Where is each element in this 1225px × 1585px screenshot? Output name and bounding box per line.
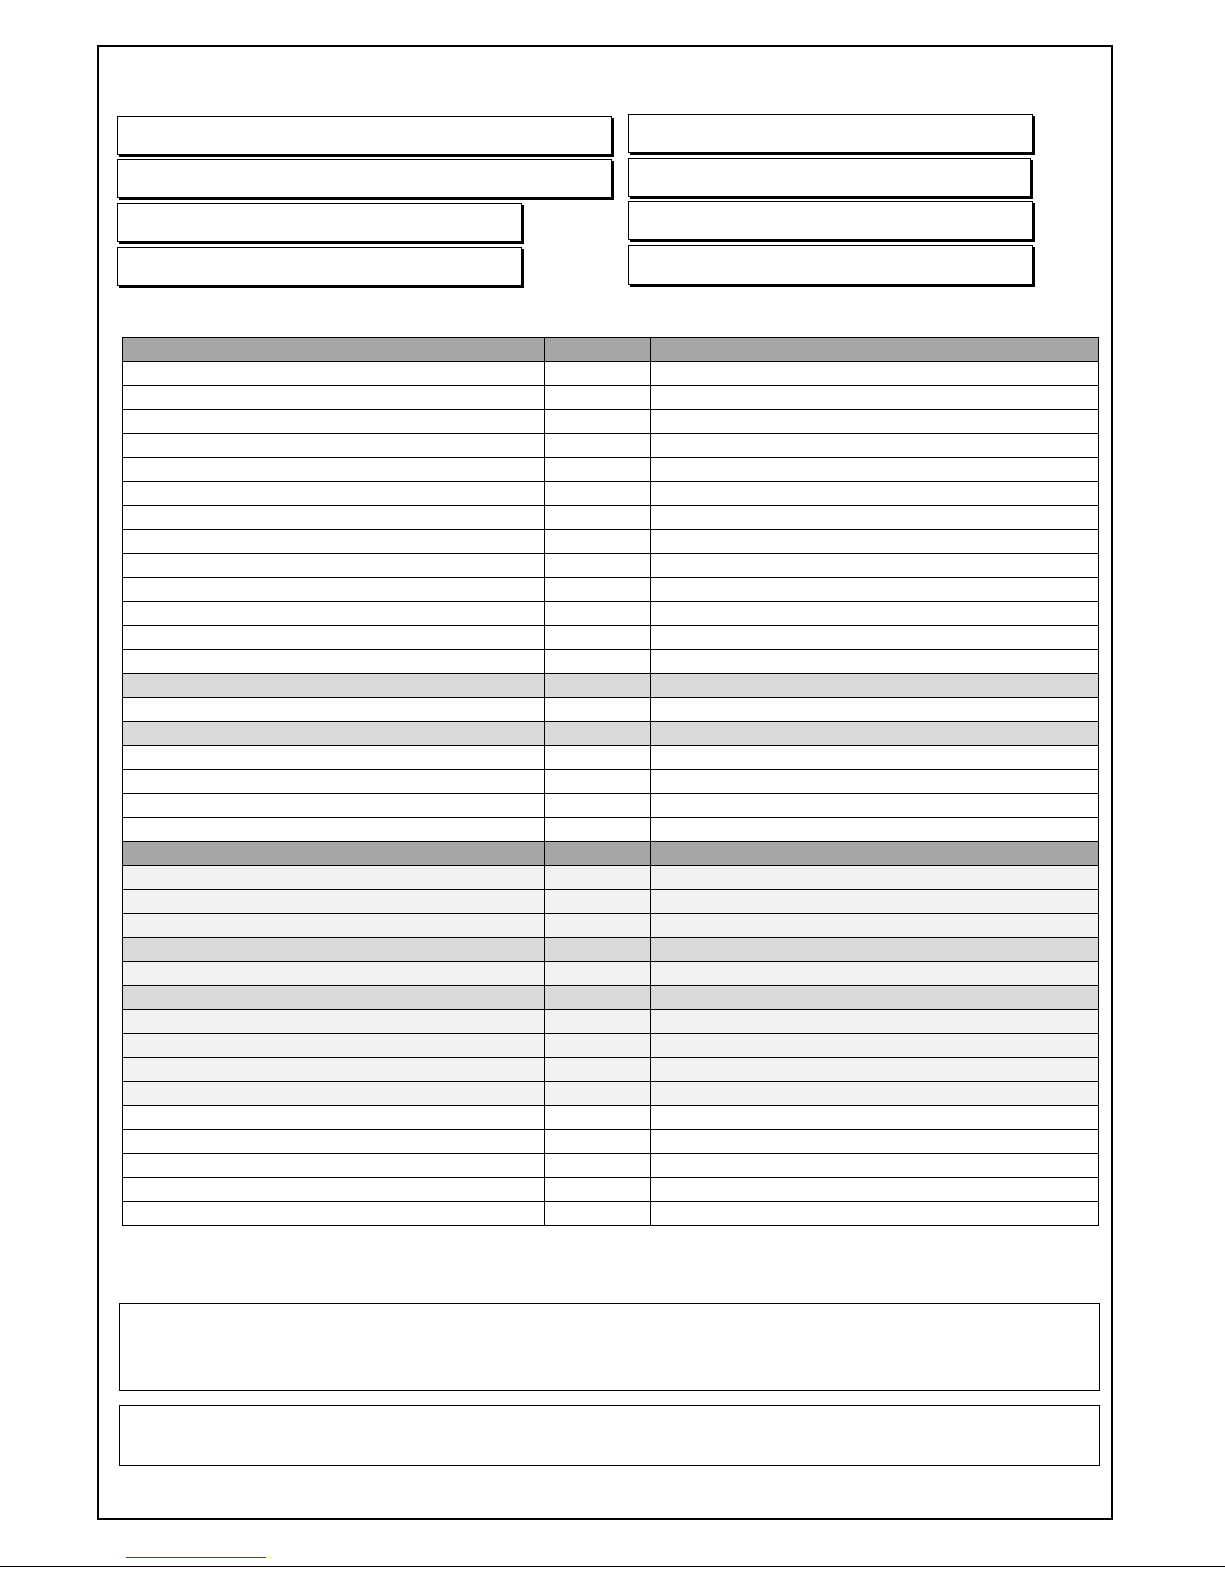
table-cell[interactable]: [123, 482, 545, 506]
header-field-right-4[interactable]: [628, 245, 1033, 285]
table-cell[interactable]: [651, 1202, 1099, 1226]
table-cell[interactable]: [545, 914, 651, 938]
header-field-right-3[interactable]: [628, 201, 1033, 240]
table-subheader-row: [123, 674, 1099, 698]
table-cell[interactable]: [123, 962, 545, 986]
table-row: [123, 626, 1099, 650]
table-cell[interactable]: [545, 866, 651, 890]
table-cell[interactable]: [545, 770, 651, 794]
table-cell[interactable]: [545, 1154, 651, 1178]
table-cell[interactable]: [123, 602, 545, 626]
table-cell[interactable]: [651, 1034, 1099, 1058]
table-cell[interactable]: [123, 626, 545, 650]
table-cell[interactable]: [545, 938, 651, 962]
table-cell[interactable]: [545, 962, 651, 986]
table-cell[interactable]: [651, 530, 1099, 554]
table-cell[interactable]: [545, 482, 651, 506]
table-row: [123, 1058, 1099, 1082]
table-cell[interactable]: [123, 842, 545, 866]
table-cell[interactable]: [651, 458, 1099, 482]
table-cell[interactable]: [651, 1178, 1099, 1202]
table-cell[interactable]: [651, 362, 1099, 386]
table-cell[interactable]: [123, 1178, 545, 1202]
table-row: [123, 962, 1099, 986]
table-cell[interactable]: [123, 794, 545, 818]
table-cell[interactable]: [545, 1130, 651, 1154]
table-cell[interactable]: [651, 578, 1099, 602]
table-cell[interactable]: [123, 338, 545, 362]
table-row: [123, 530, 1099, 554]
table-row: [123, 578, 1099, 602]
table-cell[interactable]: [123, 818, 545, 842]
table-cell[interactable]: [651, 410, 1099, 434]
table-cell[interactable]: [545, 722, 651, 746]
table-cell[interactable]: [651, 866, 1099, 890]
table-row: [123, 866, 1099, 890]
table-cell[interactable]: [545, 578, 651, 602]
table-cell[interactable]: [123, 746, 545, 770]
table-cell[interactable]: [651, 338, 1099, 362]
table-row: [123, 1034, 1099, 1058]
data-table: [122, 337, 1099, 1226]
table-row: [123, 434, 1099, 458]
footer-link-underline[interactable]: [126, 1557, 266, 1558]
table-cell[interactable]: [651, 746, 1099, 770]
table-cell[interactable]: [651, 386, 1099, 410]
table-cell[interactable]: [651, 722, 1099, 746]
table-cell[interactable]: [651, 1106, 1099, 1130]
table-row: [123, 1082, 1099, 1106]
notes-box-upper[interactable]: [119, 1303, 1100, 1391]
header-field-left-3[interactable]: [117, 203, 522, 242]
table-row: [123, 482, 1099, 506]
footer-rule: [0, 1566, 1225, 1567]
table-row: [123, 410, 1099, 434]
table-cell[interactable]: [123, 722, 545, 746]
table-cell[interactable]: [545, 1178, 651, 1202]
table-cell[interactable]: [651, 674, 1099, 698]
table-cell[interactable]: [123, 434, 545, 458]
header-field-right-2[interactable]: [628, 158, 1031, 197]
table-cell[interactable]: [651, 770, 1099, 794]
table-row: [123, 794, 1099, 818]
table-cell[interactable]: [651, 698, 1099, 722]
table-cell[interactable]: [545, 434, 651, 458]
table-cell[interactable]: [123, 698, 545, 722]
table-cell[interactable]: [651, 890, 1099, 914]
table-cell[interactable]: [545, 410, 651, 434]
table-row: [123, 746, 1099, 770]
table-row: [123, 650, 1099, 674]
table-cell[interactable]: [123, 1106, 545, 1130]
table-cell[interactable]: [123, 1154, 545, 1178]
table-row: [123, 914, 1099, 938]
table-cell[interactable]: [123, 650, 545, 674]
table-cell[interactable]: [651, 818, 1099, 842]
table-cell[interactable]: [123, 506, 545, 530]
table-row: [123, 1130, 1099, 1154]
table-row: [123, 1154, 1099, 1178]
table-cell[interactable]: [545, 338, 651, 362]
table-cell[interactable]: [545, 842, 651, 866]
table-cell[interactable]: [651, 1154, 1099, 1178]
table-cell[interactable]: [651, 1082, 1099, 1106]
table-row: [123, 602, 1099, 626]
table-cell[interactable]: [123, 1010, 545, 1034]
table-header-row: [123, 842, 1099, 866]
table-cell[interactable]: [651, 842, 1099, 866]
data-table-body: [123, 338, 1099, 1226]
table-row: [123, 770, 1099, 794]
table-cell[interactable]: [545, 1010, 651, 1034]
table-row: [123, 1202, 1099, 1226]
table-cell[interactable]: [123, 1130, 545, 1154]
table-cell[interactable]: [123, 410, 545, 434]
table-cell[interactable]: [651, 1058, 1099, 1082]
table-row: [123, 458, 1099, 482]
table-subheader-row: [123, 938, 1099, 962]
table-cell[interactable]: [651, 1010, 1099, 1034]
table-cell[interactable]: [545, 602, 651, 626]
header-field-right-1[interactable]: [628, 114, 1033, 153]
table-row: [123, 890, 1099, 914]
table-row: [123, 1106, 1099, 1130]
table-cell[interactable]: [545, 890, 651, 914]
table-cell[interactable]: [123, 866, 545, 890]
table-cell[interactable]: [123, 770, 545, 794]
table-cell[interactable]: [651, 626, 1099, 650]
table-header-row: [123, 338, 1099, 362]
table-cell[interactable]: [545, 1202, 651, 1226]
table-cell[interactable]: [123, 938, 545, 962]
table-cell[interactable]: [651, 602, 1099, 626]
table-row: [123, 698, 1099, 722]
table-cell[interactable]: [123, 1202, 545, 1226]
table-row: [123, 554, 1099, 578]
table-cell[interactable]: [651, 554, 1099, 578]
table-cell[interactable]: [123, 1034, 545, 1058]
table-cell[interactable]: [545, 1106, 651, 1130]
table-cell[interactable]: [651, 914, 1099, 938]
table-row: [123, 362, 1099, 386]
table-subheader-row: [123, 722, 1099, 746]
table-cell[interactable]: [545, 386, 651, 410]
table-cell[interactable]: [123, 386, 545, 410]
table-cell[interactable]: [545, 794, 651, 818]
table-cell[interactable]: [123, 362, 545, 386]
table-cell[interactable]: [123, 458, 545, 482]
table-cell[interactable]: [651, 986, 1099, 1010]
header-field-left-4[interactable]: [117, 247, 522, 286]
table-cell[interactable]: [545, 362, 651, 386]
table-cell[interactable]: [123, 554, 545, 578]
table-cell[interactable]: [123, 986, 545, 1010]
table-cell[interactable]: [123, 1058, 545, 1082]
table-cell[interactable]: [545, 746, 651, 770]
table-cell[interactable]: [123, 530, 545, 554]
table-cell[interactable]: [545, 674, 651, 698]
table-cell[interactable]: [651, 434, 1099, 458]
table-cell[interactable]: [545, 698, 651, 722]
table-cell[interactable]: [651, 962, 1099, 986]
table-row: [123, 506, 1099, 530]
table-cell[interactable]: [123, 890, 545, 914]
table-row: [123, 386, 1099, 410]
table-cell[interactable]: [545, 530, 651, 554]
table-cell[interactable]: [123, 578, 545, 602]
table-cell[interactable]: [651, 482, 1099, 506]
table-cell[interactable]: [651, 938, 1099, 962]
notes-box-lower[interactable]: [119, 1405, 1100, 1466]
table-cell[interactable]: [651, 794, 1099, 818]
table-cell[interactable]: [545, 1082, 651, 1106]
table-subheader-row: [123, 986, 1099, 1010]
table-cell[interactable]: [123, 1082, 545, 1106]
table-row: [123, 818, 1099, 842]
table-cell[interactable]: [545, 818, 651, 842]
table-cell[interactable]: [123, 914, 545, 938]
table-cell[interactable]: [123, 674, 545, 698]
table-cell[interactable]: [545, 1058, 651, 1082]
table-cell[interactable]: [545, 626, 651, 650]
table-cell[interactable]: [545, 986, 651, 1010]
table-cell[interactable]: [545, 1034, 651, 1058]
header-field-left-2[interactable]: [117, 159, 612, 198]
header-field-left-1[interactable]: [117, 116, 612, 155]
table-cell[interactable]: [651, 1130, 1099, 1154]
table-cell[interactable]: [545, 458, 651, 482]
table-row: [123, 1178, 1099, 1202]
table-cell[interactable]: [545, 554, 651, 578]
table-cell[interactable]: [545, 650, 651, 674]
table-cell[interactable]: [651, 650, 1099, 674]
table-cell[interactable]: [545, 506, 651, 530]
table-row: [123, 1010, 1099, 1034]
table-cell[interactable]: [651, 506, 1099, 530]
